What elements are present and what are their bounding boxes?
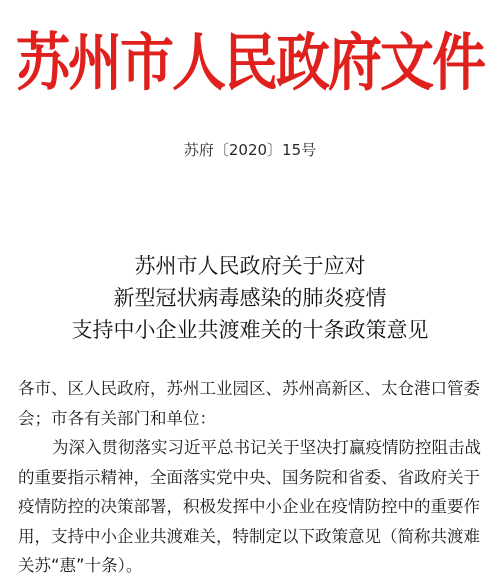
document-masthead: 苏州市人民政府文件 (16, 25, 484, 99)
paragraph-line: 疫情防控的决策部署，积极发挥中小企业在疫情防控中的重要作 (18, 497, 480, 516)
addressee-line: 会；市各有关部门和单位： (18, 408, 216, 428)
title-line: 新型冠状病毒感染的肺炎疫情 (113, 286, 387, 310)
title-line: 支持中小企业共渡难关的十条政策意见 (71, 318, 429, 342)
title-line: 苏州市人民政府关于应对 (134, 254, 366, 278)
document-title (0, 250, 500, 346)
paragraph-line: 用，支持中小企业共渡难关，特制定以下政策意见（简称共渡难 (18, 526, 480, 546)
paragraph-line: 的重要指示精神，全面落实党中央、国务院和省委、省政府关于 (18, 467, 480, 487)
addressee-line: 各市、区人民政府，苏州工业园区、苏州高新区、太仓港口管委 (18, 379, 480, 398)
document-number: 苏府〔2020〕15号 (183, 141, 317, 159)
document-body (18, 374, 488, 581)
paragraph-line: 为深入贯彻落实习近平总书记关于坚决打赢疫情防控阻击战 (52, 438, 481, 457)
paragraph-line: 关苏“惠”十条）。 (18, 556, 143, 575)
